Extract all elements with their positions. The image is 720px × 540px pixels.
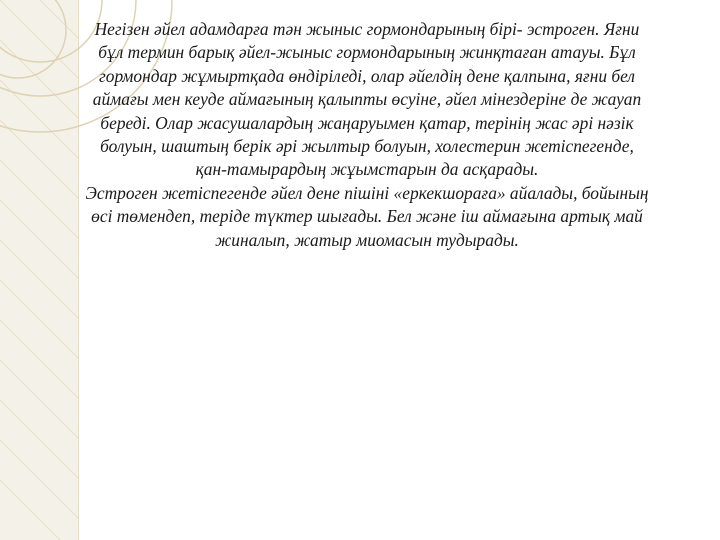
stripes-pattern-icon bbox=[0, 0, 78, 540]
decorative-side-panel bbox=[0, 0, 78, 540]
body-text bbox=[84, 18, 650, 252]
paragraph-1: Негізен әйел адамдарға тән жыныс гормондарының бірі- эстроген. Яғни бұл термин барық әйел-жыныс гормондарының жинқтаған атауы. Бұл гормондар жұмыртқада өндіріледі, олар әйелдің дене қалпына, яғни бел аймағы мен кеуде аймағының қалыпты өсуіне, әйел мінездеріне де жауап береді. Олар жасушалардың жаңаруымен қатар, терінің жас әрі нәзік болуын, шаштың берік әрі жылтыр болуын, холестерин жетіспегенде, қан-тамырардың жұымстарын да асқарады. bbox=[92, 19, 642, 180]
side-divider bbox=[78, 0, 79, 540]
paragraph-2: Эстроген жетіспегенде әйел дене пішіні «еркекшораға» айалады, бойының өсі төмендеп, теріде түктер шығады. Бел және іш аймағына артық май жиналып, жатыр миомасын тудырады. bbox=[85, 182, 649, 250]
